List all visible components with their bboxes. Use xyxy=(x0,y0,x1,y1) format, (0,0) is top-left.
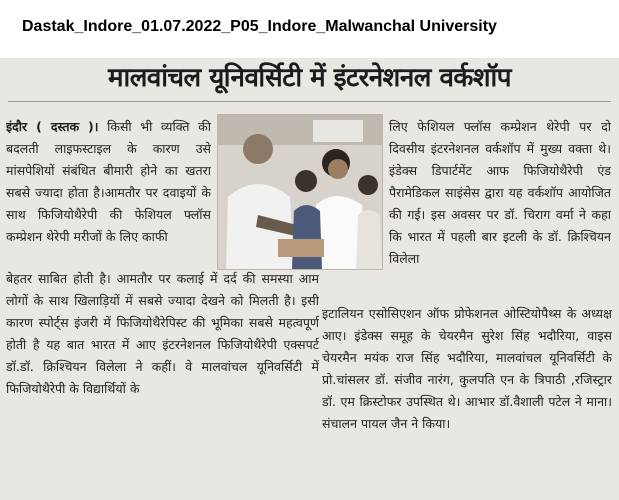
clipping-caption: Dastak_Indore_01.07.2022_P05_Indore_Malwanchal University xyxy=(22,18,497,35)
article-text-left-top: किसी भी व्यक्ति की बदलती लाइफस्टाइल के कारण उसे मांसपेशियों संबंधित बीमारी होने का खतरा सबसे ज्यादा होता है।आमतौर पर दवाइयों के साथ फिजियोथैरेपी की फेशियल फ्लॉस कम्प्रेशन थेरेपी मरीजों के लिए काफी xyxy=(6,119,211,244)
article-column-left-top xyxy=(6,116,211,268)
article-text-right-bottom: इटालियन एसोसिएशन ऑफ प्रोफेशनल ओस्टियोपैथ्स के अध्यक्ष आए। इंडेक्स समूह के चेयरमैन सुरेश सिंह भदौरिया, वाइस चेयरमैन मयंक राज सिंह भदौरिया, मालवांचल यूनिवर्सिटी के प्रो.चांसलर डॉ. संजीव नारंग, कुलपति एन के त्रिपाठी ,रजिस्ट्रार डॉ. एम क्रिस्टोफर उपस्थित थे। आभार डॉ.वैशाली पटेल ने माना। संचालन पायल जैन ने किया। xyxy=(322,306,612,431)
article-text-right-top: लिए फेशियल फ्लॉस कम्प्रेशन थेरेपी पर दो दिवसीय इंटरनेशनल वर्कशॉप में मुख्य वक्ता थे। इंडेक्स डिपार्टमेंट आफ फिजियोथैरेपी एंड पैरामेडिकल साइंसेस द्वारा यह वर्कशॉप आयोजित की गई। इस अवसर पर डॉ. चिराग वर्मा ने कहा कि भारत में पहली बार इटली के डॉ. क्रिश्चियन विलेला xyxy=(389,119,611,266)
headline-divider xyxy=(8,101,611,102)
article-column-right-bottom xyxy=(322,303,612,493)
headline: मालवांचल यूनिवर्सिटी में इंटरनेशनल वर्कशॉप xyxy=(107,63,512,93)
article-column-right-top xyxy=(389,116,611,301)
dateline: इंदौर ( दस्तक )। xyxy=(6,119,99,134)
newspaper-clipping xyxy=(0,58,619,500)
news-photo xyxy=(217,114,383,270)
photo-illustration xyxy=(218,115,382,269)
article-text-left-bottom: बेहतर साबित होती है। आमतौर पर कलाई में दर्द की समस्या आम लोगों के साथ खिलाड़ियों में सबसे ज्यादा देखने को मिलती है। इसी कारण स्पोर्ट्स इंजरी में फिजियोथैरेपिस्ट की भूमिका सबसे महत्वपूर्ण होती है यह बात भारत में आए इंटरनेशनल फिजियोथैरेपी एक्सपर्ट डॉ.डॉ. क्रिश्चियन विलेला ने कहीं। वे मालवांचल यूनिवर्सिटी में फिजियोथैरेपी के विद्यार्थियों के xyxy=(6,271,319,396)
article-column-left-bottom xyxy=(6,268,319,492)
